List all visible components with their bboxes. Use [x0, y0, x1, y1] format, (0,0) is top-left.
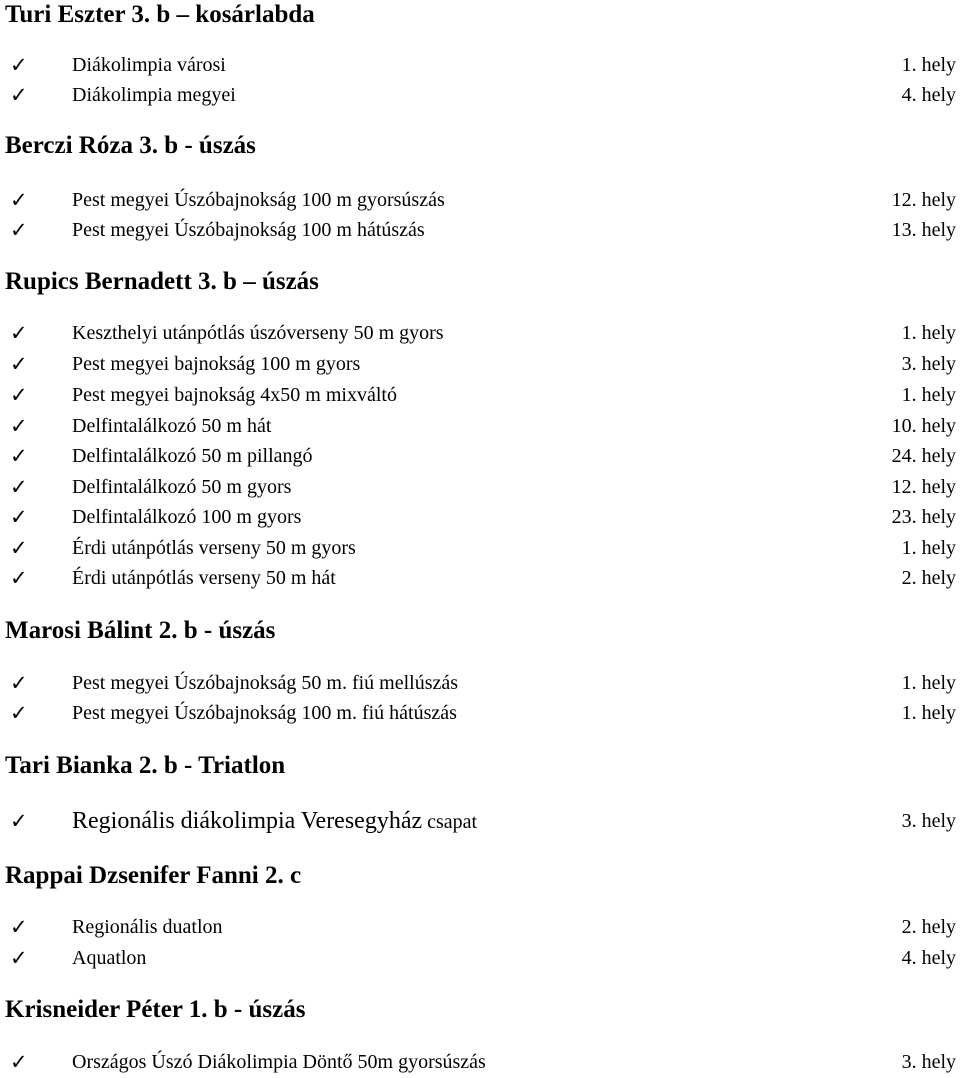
place-label: 23. hely	[891, 506, 956, 528]
place-label: 4. hely	[901, 84, 956, 106]
place-label: 2. hely	[901, 567, 956, 589]
event-label: Delfintalálkozó 50 m gyors	[72, 476, 292, 498]
place-label: 2. hely	[901, 916, 956, 938]
check-icon: ✓	[10, 444, 28, 468]
check-icon: ✓	[10, 701, 28, 725]
event-label: Delfintalálkozó 50 m pillangó	[72, 445, 313, 467]
check-icon: ✓	[10, 505, 28, 529]
event-label: Delfintalálkozó 50 m hát	[72, 415, 272, 437]
event-label: Pest megyei bajnokság 4x50 m mixváltó	[72, 384, 397, 406]
event-label: Diákolimpia megyei	[72, 84, 236, 106]
section-heading: Rupics Bernadett 3. b – úszás	[5, 268, 319, 295]
event-label: Országos Úszó Diákolimpia Döntő 50m gyorsúszás	[72, 1051, 486, 1073]
event-label: Aquatlon	[72, 947, 147, 969]
list-item	[0, 1047, 960, 1077]
list-item	[0, 533, 960, 563]
place-label: 3. hely	[901, 810, 956, 832]
section-heading: Tari Bianka 2. b - Triatlon	[5, 752, 286, 779]
list-item	[0, 912, 960, 942]
list-item	[0, 411, 960, 441]
place-label: 24. hely	[891, 445, 956, 467]
event-suffix: csapat	[427, 811, 478, 833]
place-label: 3. hely	[901, 1051, 956, 1073]
list-item	[0, 50, 960, 80]
check-icon: ✓	[10, 321, 28, 345]
check-icon: ✓	[10, 536, 28, 560]
list-item	[0, 185, 960, 215]
event-label: Regionális duatlon	[72, 916, 223, 938]
event-label: Delfintalálkozó 100 m gyors	[72, 506, 302, 528]
place-label: 1. hely	[901, 54, 956, 76]
section-heading: Krisneider Péter 1. b - úszás	[5, 996, 306, 1023]
event-label: Érdi utánpótlás verseny 50 m gyors	[72, 537, 356, 559]
check-icon: ✓	[10, 475, 28, 499]
list-item	[0, 318, 960, 348]
event-label: Keszthelyi utánpótlás úszóverseny 50 m gyors	[72, 322, 444, 344]
list-item	[0, 806, 960, 836]
place-label: 1. hely	[901, 322, 956, 344]
place-label: 3. hely	[901, 353, 956, 375]
event-label	[72, 806, 477, 837]
section-heading: Rappai Dzsenifer Fanni 2. c	[5, 862, 302, 889]
place-label: 1. hely	[901, 702, 956, 724]
list-item	[0, 215, 960, 245]
event-label: Pest megyei Úszóbajnokság 100 m gyorsúszás	[72, 189, 445, 211]
check-icon: ✓	[10, 809, 28, 833]
list-item	[0, 80, 960, 110]
list-item	[0, 698, 960, 728]
place-label: 1. hely	[901, 672, 956, 694]
event-label: Pest megyei Úszóbajnokság 50 m. fiú mellúszás	[72, 672, 459, 694]
place-label: 4. hely	[901, 947, 956, 969]
check-icon: ✓	[10, 946, 28, 970]
list-item	[0, 441, 960, 471]
section-heading: Turi Eszter 3. b – kosárlabda	[5, 1, 315, 28]
section-heading: Marosi Bálint 2. b - úszás	[5, 617, 276, 644]
place-label: 1. hely	[901, 537, 956, 559]
place-label: 13. hely	[891, 219, 956, 241]
event-label: Pest megyei Úszóbajnokság 100 m hátúszás	[72, 219, 425, 241]
check-icon: ✓	[10, 218, 28, 242]
list-item	[0, 349, 960, 379]
check-icon: ✓	[10, 414, 28, 438]
list-item	[0, 668, 960, 698]
event-label: Diákolimpia városi	[72, 54, 226, 76]
place-label: 10. hely	[891, 415, 956, 437]
place-label: 1. hely	[901, 384, 956, 406]
check-icon: ✓	[10, 671, 28, 695]
list-item	[0, 563, 960, 593]
section-heading: Berczi Róza 3. b - úszás	[5, 132, 256, 159]
event-label: Pest megyei Úszóbajnokság 100 m. fiú hátúszás	[72, 702, 457, 724]
event-text: Regionális diákolimpia Veresegyház	[72, 808, 423, 834]
event-label: Érdi utánpótlás verseny 50 m hát	[72, 567, 336, 589]
list-item	[0, 472, 960, 502]
check-icon: ✓	[10, 53, 28, 77]
list-item	[0, 943, 960, 973]
check-icon: ✓	[10, 83, 28, 107]
check-icon: ✓	[10, 352, 28, 376]
check-icon: ✓	[10, 1050, 28, 1074]
list-item	[0, 502, 960, 532]
check-icon: ✓	[10, 566, 28, 590]
check-icon: ✓	[10, 383, 28, 407]
place-label: 12. hely	[891, 476, 956, 498]
check-icon: ✓	[10, 188, 28, 212]
event-label: Pest megyei bajnokság 100 m gyors	[72, 353, 361, 375]
check-icon: ✓	[10, 915, 28, 939]
list-item	[0, 380, 960, 410]
place-label: 12. hely	[891, 189, 956, 211]
